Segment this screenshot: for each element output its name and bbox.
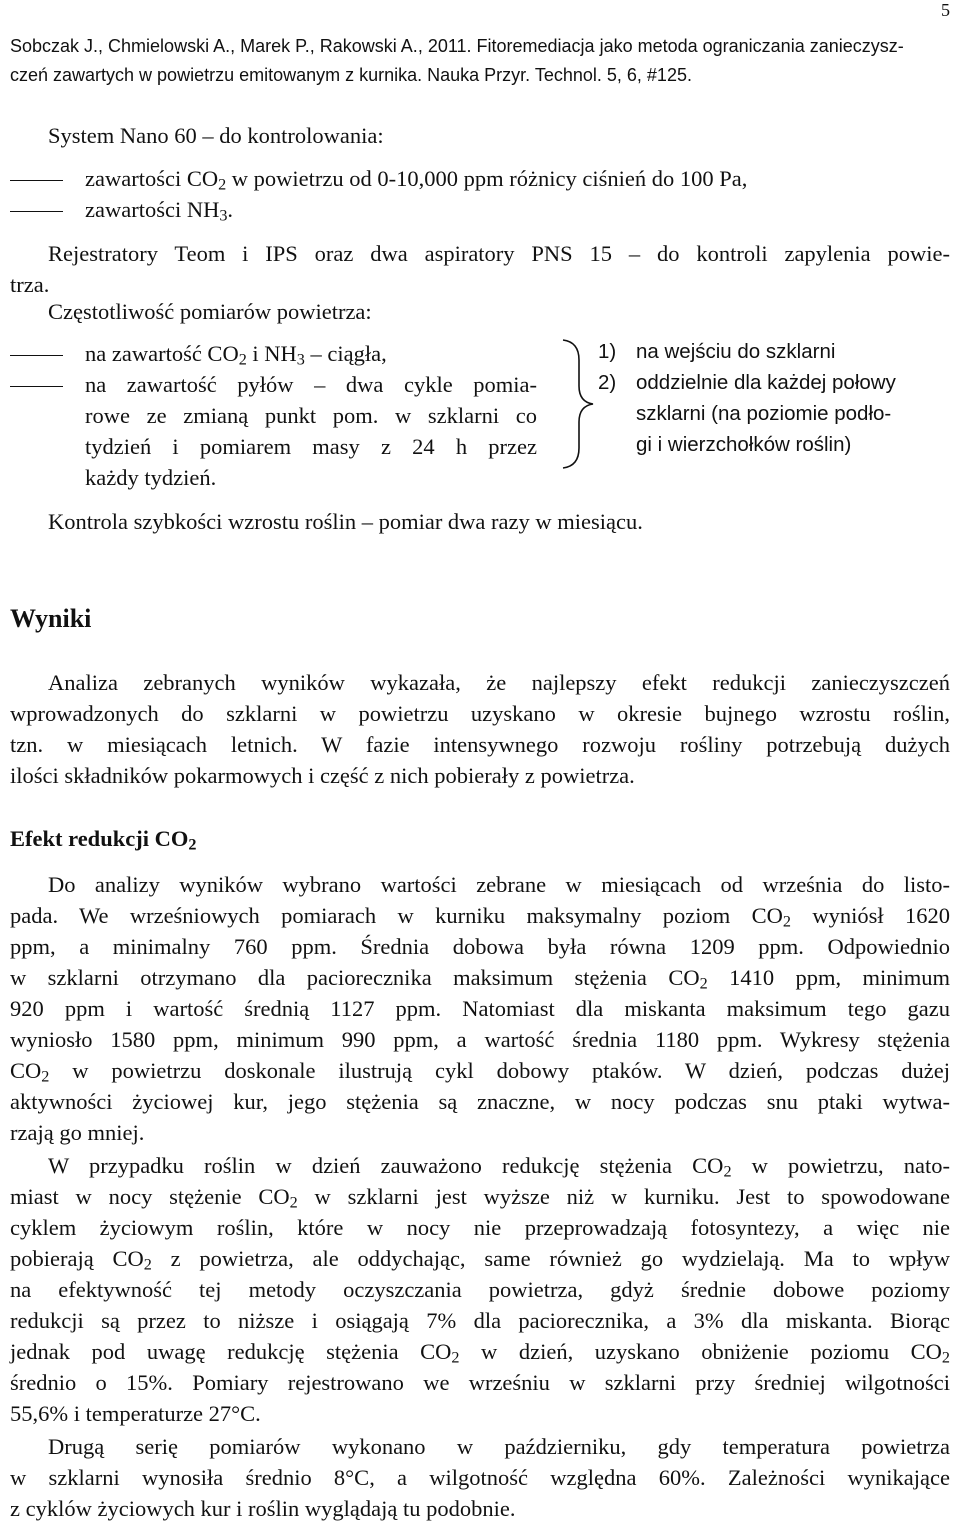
page-number: 5 bbox=[941, 0, 950, 20]
list-dash bbox=[10, 211, 63, 212]
citation-line-1: Sobczak J., Chmielowski A., Marek P., Rakowski A., 2011. Fitoremediacja jako metoda ograniczania zanieczysz- bbox=[10, 36, 904, 56]
wyniki-line-1: Analiza zebranych wyników wykazała, że najlepszy efekt redukcji zanieczyszczeń bbox=[48, 670, 950, 695]
efekt-p2-line-5: na efektywność tej metody oczyszczania powietrza, gdyż średnie dobowe poziomy bbox=[10, 1277, 950, 1302]
kontrola-line: Kontrola szybkości wzrostu roślin – pomiar dwa razy w miesiącu. bbox=[48, 509, 643, 534]
czestotliwosc-item-dust-l3: tydzień i pomiarem masy z 24 h przez bbox=[85, 434, 537, 459]
efekt-p3-line-3: z cyklów życiowych kur i roślin wyglądają tu podobnie. bbox=[10, 1496, 516, 1521]
czestotliwosc-intro: Częstotliwość pomiarów powietrza: bbox=[48, 299, 372, 324]
efekt-p2-line-7: jednak pod uwagę redukcję stężenia $CO_2$ w dzień, uzyskano obniżenie poziomu $CO_2$ bbox=[10, 1339, 950, 1367]
list-dash bbox=[10, 386, 63, 387]
system-nano-item-nh3: zawartości $NH_3$. bbox=[85, 197, 234, 225]
efekt-p1-line-4: w szklarni otrzymano dla paciorecznika maksimum stężenia $CO_2$ 1410 ppm, minimum bbox=[10, 965, 950, 993]
efekt-p2-line-2: miast w nocy stężenie $CO_2$ w szklarni jest wyższe niż w kurniku. Jest to spowodowane bbox=[10, 1184, 950, 1212]
right-list-item-2-l1: oddzielnie dla każdej połowy bbox=[636, 371, 896, 394]
list-dash bbox=[10, 180, 63, 181]
citation-header bbox=[10, 32, 945, 90]
efekt-p1-line-7: $CO_2$ w powietrzu doskonale ilustrują cykl dobowy ptaków. W dzień, podczas dużej bbox=[10, 1058, 950, 1086]
rejestratory-line-2: trza. bbox=[10, 272, 50, 297]
curly-brace-icon bbox=[545, 338, 595, 470]
czestotliwosc-item-dust-l4: każdy tydzień. bbox=[85, 465, 217, 490]
citation-line-2: czeń zawartych w powietrzu emitowanym z kurnika. Nauka Przyr. Technol. 5, 6, #125. bbox=[10, 65, 692, 85]
right-list-number-2: 2) bbox=[598, 371, 617, 394]
czestotliwosc-item-gases: na zawartość $CO_2$ i $NH_3$ – ciągła, bbox=[85, 341, 387, 369]
efekt-p2-line-8: średnio o 15%. Pomiary rejestrowano we wrześniu w szklarni przy średniej wilgotności bbox=[10, 1370, 950, 1395]
right-list-item-2-l2: szklarni (na poziomie podło- bbox=[636, 402, 892, 425]
czestotliwosc-item-dust-l2: rowe ze zmianą punkt pom. w szklarni co bbox=[85, 403, 537, 428]
czestotliwosc-item-dust-l1: na zawartość pyłów – dwa cykle pomia- bbox=[85, 372, 537, 397]
efekt-p1-line-3: ppm, a minimalny 760 ppm. Średnia dobowa była równa 1209 ppm. Odpowiednio bbox=[10, 934, 950, 959]
efekt-p2-line-1: W przypadku roślin w dzień zauważono redukcję stężenia $CO_2$ w powietrzu, nato- bbox=[48, 1153, 950, 1181]
rejestratory-line-1: Rejestratory Teom i IPS oraz dwa aspiratory PNS 15 – do kontroli zapylenia powie- bbox=[48, 241, 950, 266]
efekt-p1-line-8: aktywności życiowej kur, jego stężenia są znaczne, w nocy podczas snu ptaki wytwa- bbox=[10, 1089, 950, 1114]
section-heading-efekt: Efekt redukcji $CO_2$ bbox=[10, 826, 197, 854]
system-nano-intro: System Nano 60 – do kontrolowania: bbox=[48, 123, 384, 148]
right-list-item-2-l3: gi i wierzchołków roślin) bbox=[636, 433, 852, 456]
efekt-p3-line-2: w szklarni wynosiła średnio 8°C, a wilgotność względna 60%. Zależności wynikające bbox=[10, 1465, 950, 1490]
list-dash bbox=[10, 355, 63, 356]
efekt-p1-line-6: wyniosło 1580 ppm, minimum 990 ppm, a wartość średnia 1180 ppm. Wykresy stężenia bbox=[10, 1027, 950, 1052]
efekt-p1-line-9: rzają go mniej. bbox=[10, 1120, 145, 1145]
efekt-p2-line-4: pobierają $CO_2$ z powietrza, ale oddychając, same również go wydzielają. Ma to wpływ bbox=[10, 1246, 951, 1274]
wyniki-line-3: tzn. w miesiącach letnich. W fazie intensywnego rozwoju rośliny potrzebują dużych bbox=[10, 732, 950, 757]
right-list-item-1: na wejściu do szklarni bbox=[636, 340, 836, 363]
efekt-p1-line-1: Do analizy wyników wybrano wartości zebrane w miesiącach od września do listo- bbox=[48, 872, 950, 897]
section-heading-wyniki: Wyniki bbox=[10, 604, 92, 633]
efekt-p2-line-6: redukcji są przez to niższe i osiągają 7% dla paciorecznika, a 3% dla miskanta. Biorąc bbox=[10, 1308, 950, 1333]
right-list-number-1: 1) bbox=[598, 340, 617, 363]
system-nano-item-co2: zawartości $CO_2$ w powietrzu od 0-10,000 ppm różnicy ciśnień do 100 Pa, bbox=[85, 166, 748, 194]
efekt-p1-line-2: pada. We wrześniowych pomiarach w kurniku maksymalny poziom $CO_2$ wyniósł 1620 bbox=[10, 903, 951, 931]
wyniki-line-4: ilości składników pokarmowych i część z nich pobierały z powietrza. bbox=[10, 763, 635, 788]
efekt-p1-line-5: 920 ppm i wartość średnią 1127 ppm. Natomiast dla miskanta maksimum tego gazu bbox=[10, 996, 950, 1021]
efekt-p2-line-9: 55,6% i temperaturze 27°C. bbox=[10, 1401, 261, 1426]
wyniki-line-2: wprowadzonych do szklarni w powietrzu uzyskano w okresie bujnego wzrostu roślin, bbox=[10, 701, 950, 726]
efekt-p3-line-1: Drugą serię pomiarów wykonano w październiku, gdy temperatura powietrza bbox=[48, 1434, 950, 1459]
efekt-p2-line-3: cyklem życiowym roślin, które w nocy nie przeprowadzają fotosyntezy, a więc nie bbox=[10, 1215, 950, 1240]
